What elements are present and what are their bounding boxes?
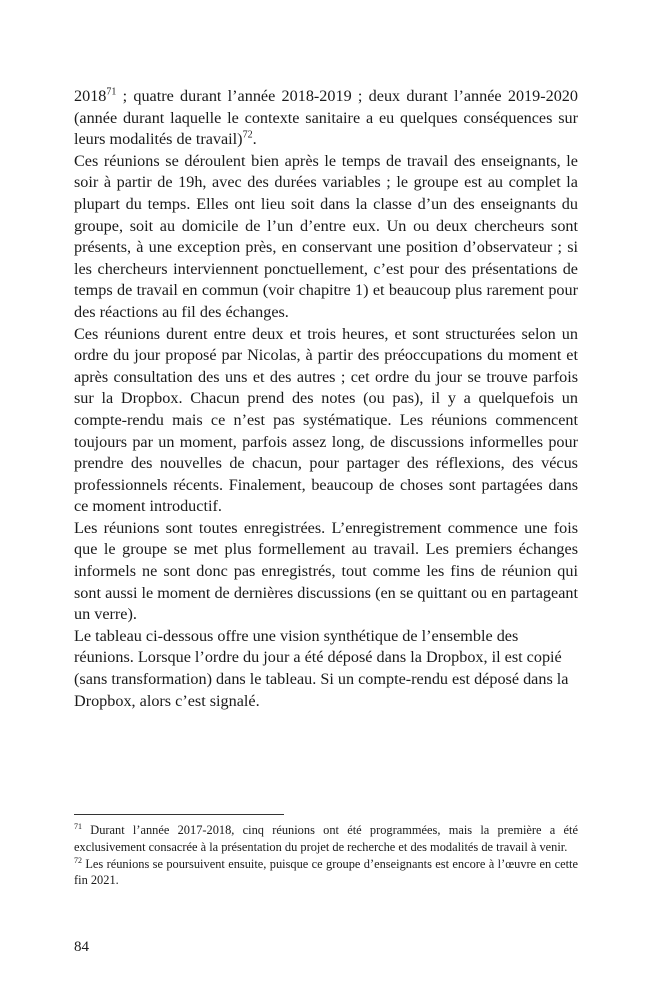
paragraph-1 [74, 86, 578, 151]
footnotes [74, 822, 578, 889]
footnote-text-72: Les réunions se poursuivent ensuite, puisque ce groupe d’enseignants est encore à l’œuvre en cette fin 2021. [74, 856, 578, 888]
footnote-text-71: Durant l’année 2017-2018, cinq réunions ont été programmées, mais la première a été exclusivement consacrée à la présentation du projet de recherche et des modalités de travail à venir. [74, 823, 578, 854]
footnote-ref-71[interactable]: 71 [106, 86, 117, 98]
paragraph-1-text-start: 2018 [74, 87, 107, 105]
page-number: 84 [74, 939, 89, 955]
footnote-number-72: 72 [74, 855, 82, 865]
paragraph-4: Les réunions sont toutes enregistrées. L’enregistrement commence une fois que le groupe se met plus formellement au travail. Les premiers échanges informels ne sont donc pas enregistrés, tout comme les fins de réunion qui sont aussi le moment de dernières discussions (en se quittant ou en partageant un verre). [74, 518, 578, 624]
page-body [74, 86, 578, 712]
paragraph-1-text-end: . [252, 130, 257, 149]
body-text [74, 86, 578, 712]
footnote-72 [74, 856, 578, 890]
footnote-separator [74, 814, 284, 815]
paragraph-1-text-middle: ; quatre durant l’année 2018-2019 ; deux durant l’année 2019-2020 (année durant laquelle le contexte sanitaire a eu quelques conséquences sur leurs modalités de travail) [74, 87, 578, 149]
paragraph-2: Ces réunions se déroulent bien après le temps de travail des enseignants, le soir à partir de 19h, avec des durées variables ; le groupe est au complet la plupart du temps. Elles ont lieu soit dans la classe d’un des enseignants du groupe, soit au domicile de l’un d’entre eux. Un ou deux chercheurs sont présents, à une exception près, en conservant une position d’observateur ; si les chercheurs interviennent ponctuellement, c’est pour des présentations de temps de travail en commun (voir chapitre 1) et beaucoup plus rarement pour des réactions au fil des échanges. [74, 151, 578, 321]
paragraph-3: Ces réunions durent entre deux et trois heures, et sont structurées selon un ordre du jour proposé par Nicolas, à partir des préoccupations du moment et après consultation des uns et des autres ; cet ordre du jour se trouve parfois sur la Dropbox. Chacun prend des notes (ou pas), il y a quelquefois un compte-rendu mais ce n’est pas systématique. Les réunions commencent toujours par un moment, parfois assez long, de discussions informelles pour prendre des nouvelles de chacun, pour partager des réflexions, des vécus professionnels récents. Finalement, beaucoup de choses sont partagées dans ce moment introductif. [74, 324, 578, 516]
footnote-71 [74, 822, 578, 856]
paragraph-5: Le tableau ci-dessous offre une vision synthétique de l’ensemble des réunions. Lorsque l’ordre du jour a été déposé dans la Dropbox, il est copié (sans transformation) dans le tableau. Si un compte-rendu est déposé dans la Dropbox, alors c’est signalé. [74, 626, 569, 710]
footnote-ref-72[interactable]: 72 [242, 129, 253, 141]
footnote-number-71: 71 [74, 821, 82, 831]
